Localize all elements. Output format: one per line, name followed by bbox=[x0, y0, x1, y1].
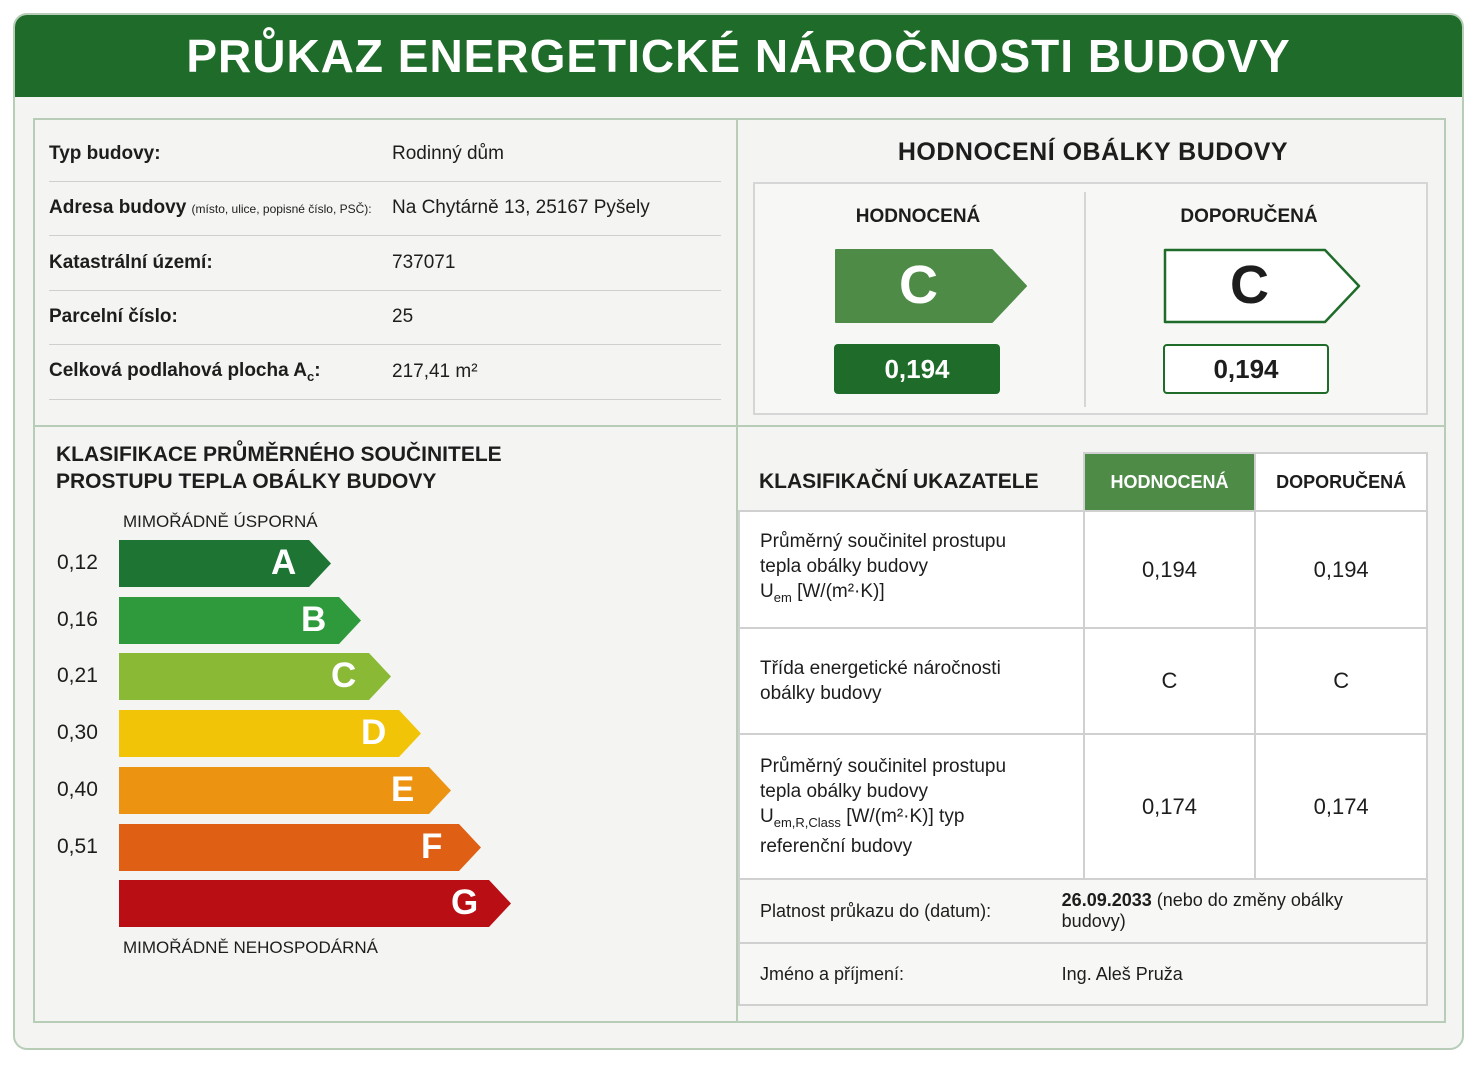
author-label: Jméno a příjmení: bbox=[739, 943, 1084, 1005]
info-label-subscript: c bbox=[306, 368, 315, 384]
indicator-recommended-value: 0,194 bbox=[1255, 511, 1427, 628]
scale-threshold-c: 0,21 bbox=[57, 664, 98, 688]
info-label bbox=[49, 360, 392, 384]
indicator-recommended-value: 0,174 bbox=[1255, 734, 1427, 879]
indicator-recommended-value: C bbox=[1255, 628, 1427, 734]
certificate-header bbox=[15, 15, 1462, 97]
symbol-text: U bbox=[760, 581, 774, 603]
indicator-label bbox=[739, 511, 1084, 628]
info-label-text: Celková podlahová plocha A bbox=[49, 359, 307, 381]
indicator-label-line: tepla obálky budovy bbox=[760, 780, 928, 802]
info-label-note: (místo, ulice, popisné číslo, PSČ): bbox=[191, 202, 372, 217]
scale-threshold-b: 0,16 bbox=[57, 607, 98, 631]
info-label bbox=[49, 197, 392, 219]
scale-top-label: MIMOŘÁDNĚ ÚSPORNÁ bbox=[123, 512, 318, 531]
scale-band-g bbox=[119, 880, 519, 927]
symbol-subscript: em,R,Class bbox=[773, 814, 841, 830]
info-value: Na Chytárně 13, 25167 Pyšely bbox=[392, 197, 650, 219]
validity-label: Platnost průkazu do (datum): bbox=[739, 879, 1084, 943]
scale-band-letter: F bbox=[421, 826, 443, 866]
scale-bottom-label: MIMOŘÁDNĚ NEHOSPODÁRNÁ bbox=[123, 938, 379, 957]
author-name: Ing. Aleš Pruža bbox=[1061, 963, 1183, 984]
symbol-text: U bbox=[760, 805, 774, 827]
symbol-unit: [W/(m²·K)] bbox=[791, 581, 885, 603]
indicator-label-line: Průměrný součinitel prostupu bbox=[760, 531, 1007, 553]
scale-band-letter: C bbox=[331, 656, 357, 696]
rating-title: HODNOCENÍ OBÁLKY BUDOVY bbox=[897, 138, 1289, 166]
indicator-symbol bbox=[760, 579, 1083, 610]
indicator-label bbox=[739, 734, 1084, 879]
scale-band-a bbox=[119, 540, 339, 587]
indicator-label bbox=[739, 628, 1084, 734]
indicator-symbol bbox=[760, 804, 1083, 835]
indicators-title: KLASIFIKAČNÍ UKAZATELE bbox=[739, 453, 1084, 511]
author-value bbox=[1061, 943, 1427, 1005]
indicator-evaluated-value: 0,174 bbox=[1084, 734, 1256, 879]
indicator-evaluated-value: 0,194 bbox=[1084, 511, 1256, 628]
scale-band-letter: D bbox=[361, 713, 387, 753]
info-row-parcel bbox=[49, 291, 721, 346]
info-label: Parcelní číslo: bbox=[49, 306, 178, 328]
rating-box bbox=[753, 182, 1428, 415]
scale-band-letter: E bbox=[391, 769, 415, 809]
certificate-title: PRŮKAZ ENERGETICKÉ NÁROČNOSTI BUDOVY bbox=[186, 30, 1291, 82]
info-row-type bbox=[49, 127, 721, 182]
scale-band-e bbox=[119, 767, 459, 814]
validity-note: (nebo do změny obálky budovy) bbox=[1061, 890, 1343, 931]
info-label-colon: : bbox=[314, 359, 321, 381]
energy-certificate-card bbox=[13, 13, 1464, 1050]
validity-value bbox=[1061, 879, 1427, 943]
rating-recommended-class: C bbox=[1230, 255, 1269, 315]
info-row-cadastral bbox=[49, 236, 721, 291]
scale-band-d bbox=[119, 710, 429, 757]
indicator-row-uem-ref bbox=[739, 734, 1427, 879]
certificate-body bbox=[33, 118, 1446, 1023]
scale-threshold-d: 0,30 bbox=[57, 721, 98, 745]
scale-threshold-a: 0,12 bbox=[57, 551, 98, 574]
scale-title-line1: KLASIFIKACE PRŮMĚRNÉHO SOUČINITELE bbox=[56, 443, 502, 466]
scale-band-f bbox=[119, 824, 489, 871]
scale-threshold-e: 0,40 bbox=[57, 777, 98, 801]
rating-evaluated-value: 0,194 bbox=[834, 344, 1000, 394]
scale-band-b bbox=[119, 597, 369, 644]
rating-divider bbox=[1084, 192, 1086, 407]
info-value: Rodinný dům bbox=[392, 142, 504, 164]
indicator-row-class bbox=[739, 628, 1427, 734]
symbol-subscript: em bbox=[773, 589, 792, 605]
info-value: 737071 bbox=[392, 251, 456, 273]
scale-band-letter: B bbox=[301, 599, 327, 639]
scale-band-c bbox=[119, 653, 399, 700]
info-value: 217,41 m² bbox=[392, 360, 478, 382]
scale-band-letter: A bbox=[271, 543, 297, 582]
horizontal-divider bbox=[35, 425, 1444, 427]
indicator-evaluated-value: C bbox=[1084, 628, 1256, 734]
scale-title-line2: PROSTUPU TEPLA OBÁLKY BUDOVY bbox=[56, 470, 437, 493]
indicators-col-recommended: DOPORUČENÁ bbox=[1255, 453, 1427, 511]
indicator-label-line: referenční budovy bbox=[760, 836, 913, 858]
info-row-address bbox=[49, 182, 721, 237]
symbol-unit: [W/(m²·K)] typ bbox=[840, 805, 965, 827]
building-info-table bbox=[49, 127, 721, 400]
scale-band-letter: G bbox=[451, 883, 479, 923]
author-row bbox=[739, 943, 1427, 1005]
info-value: 25 bbox=[392, 306, 414, 328]
indicator-label-line: obálky budovy bbox=[760, 683, 882, 704]
indicator-row-uem bbox=[739, 511, 1427, 628]
scale-title bbox=[56, 441, 502, 495]
indicators-table bbox=[738, 452, 1428, 1006]
scale-threshold-f: 0,51 bbox=[57, 834, 98, 858]
info-label: Katastrální území: bbox=[49, 251, 213, 273]
indicators-col-evaluated: HODNOCENÁ bbox=[1084, 453, 1256, 511]
validity-row bbox=[739, 879, 1427, 943]
validity-date: 26.09.2033 bbox=[1061, 890, 1152, 910]
indicator-label-line: tepla obálky budovy bbox=[760, 556, 928, 578]
rating-recommended-value: 0,194 bbox=[1163, 344, 1329, 394]
info-label: Typ budovy: bbox=[49, 142, 161, 164]
rating-evaluated-label: HODNOCENÁ bbox=[855, 206, 981, 227]
rating-recommended-label: DOPORUČENÁ bbox=[1180, 206, 1318, 227]
info-label-text: Adresa budovy bbox=[49, 197, 187, 219]
indicator-label-line: Průměrný součinitel prostupu bbox=[760, 755, 1007, 777]
rating-evaluated-class: C bbox=[899, 255, 938, 315]
indicator-label-line: Třída energetické náročnosti bbox=[760, 658, 1001, 679]
info-row-floor-area bbox=[49, 345, 721, 400]
